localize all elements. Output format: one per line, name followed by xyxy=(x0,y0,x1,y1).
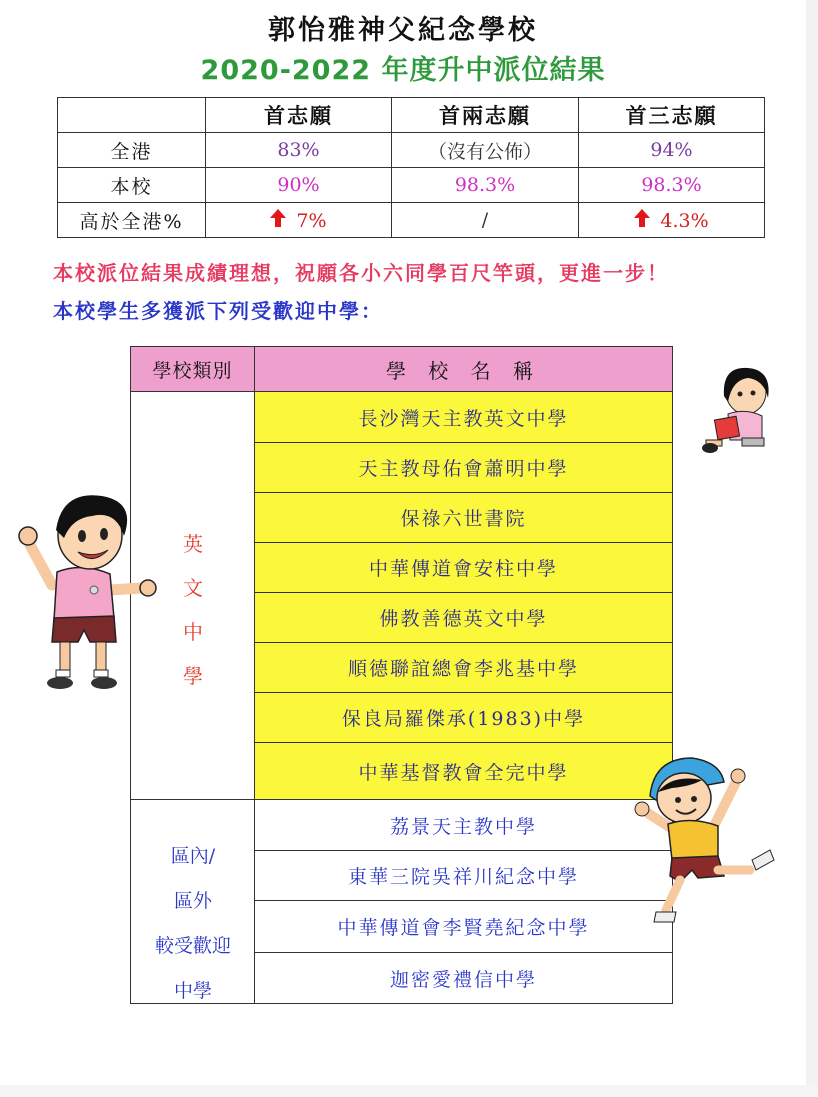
category-popular-label xyxy=(131,834,255,1014)
school-row: 長沙灣天主教英文中學 xyxy=(255,392,672,443)
results-row-difference xyxy=(58,203,765,238)
school-row: 中華傳道會李賢堯紀念中學 xyxy=(255,901,672,953)
header-school-category: 學校類別 xyxy=(131,347,255,392)
school-row: 佛教善德英文中學 xyxy=(255,593,672,643)
result-value: 94% xyxy=(579,133,765,168)
results-row-our-school xyxy=(58,168,765,203)
up-arrow-icon xyxy=(270,208,286,232)
result-value: （沒有公佈） xyxy=(392,133,579,168)
school-row: 保良局羅傑承(1983)中學 xyxy=(255,693,672,743)
results-subtitle: 2020-2022 年度升中派位結果 xyxy=(200,55,606,86)
school-row: 天主教母佑會蕭明中學 xyxy=(255,443,672,493)
result-value: 7% xyxy=(296,210,327,232)
school-row: 中華基督教會全完中學 xyxy=(255,743,672,800)
category-popular-schools xyxy=(131,800,255,1003)
allocation-results-table xyxy=(57,97,765,238)
category-char: 文 xyxy=(183,576,203,600)
boy-running-illustration xyxy=(632,752,782,937)
popular-schools-intro: 本校學生多獲派下列受歡迎中學： xyxy=(53,299,383,323)
column-top-two-choices: 首兩志願 xyxy=(392,98,579,133)
school-row: 保祿六世書院 xyxy=(255,493,672,543)
page-bottom-edge xyxy=(0,1085,818,1097)
header-school-name: 學 校 名 稱 xyxy=(255,347,672,392)
category-line: 中學 xyxy=(173,980,212,1002)
girl-reading-illustration xyxy=(698,362,778,457)
result-value: 90% xyxy=(206,168,392,203)
category-char: 中 xyxy=(183,620,203,644)
result-value-cell xyxy=(206,203,392,238)
congratulation-message: 本校派位結果成績理想，祝願各小六同學百尺竿頭，更進一步！ xyxy=(53,261,669,285)
school-row: 迦密愛禮信中學 xyxy=(255,953,672,1003)
row-label: 高於全港% xyxy=(58,203,206,238)
category-char: 英 xyxy=(183,532,203,556)
result-value-cell xyxy=(579,203,765,238)
up-arrow-icon xyxy=(634,208,650,232)
page-right-edge xyxy=(806,0,818,1097)
row-label: 本校 xyxy=(58,168,206,203)
boy-waving-illustration xyxy=(12,490,162,700)
school-row: 順德聯誼總會李兆基中學 xyxy=(255,643,672,693)
result-value: 98.3% xyxy=(579,168,765,203)
column-top-three-choices: 首三志願 xyxy=(579,98,765,133)
row-label: 全港 xyxy=(58,133,206,168)
school-list-table xyxy=(130,346,673,1004)
result-value: 4.3% xyxy=(660,210,709,232)
school-row: 荔景天主教中學 xyxy=(255,800,672,851)
school-title: 郭怡雅神父紀念學校 xyxy=(268,15,538,46)
category-line: 較受歡迎 xyxy=(154,935,231,957)
category-line: 區內/ xyxy=(170,845,216,867)
category-char: 學 xyxy=(183,664,203,688)
result-value: / xyxy=(392,203,579,238)
result-value: 98.3% xyxy=(392,168,579,203)
school-row: 中華傳道會安柱中學 xyxy=(255,543,672,593)
results-row-hong-kong xyxy=(58,133,765,168)
results-corner-cell xyxy=(58,98,206,133)
column-first-choice: 首志願 xyxy=(206,98,392,133)
category-line: 區外 xyxy=(173,890,212,912)
results-header-row xyxy=(58,98,765,133)
school-row: 東華三院吳祥川紀念中學 xyxy=(255,851,672,901)
result-value: 83% xyxy=(206,133,392,168)
